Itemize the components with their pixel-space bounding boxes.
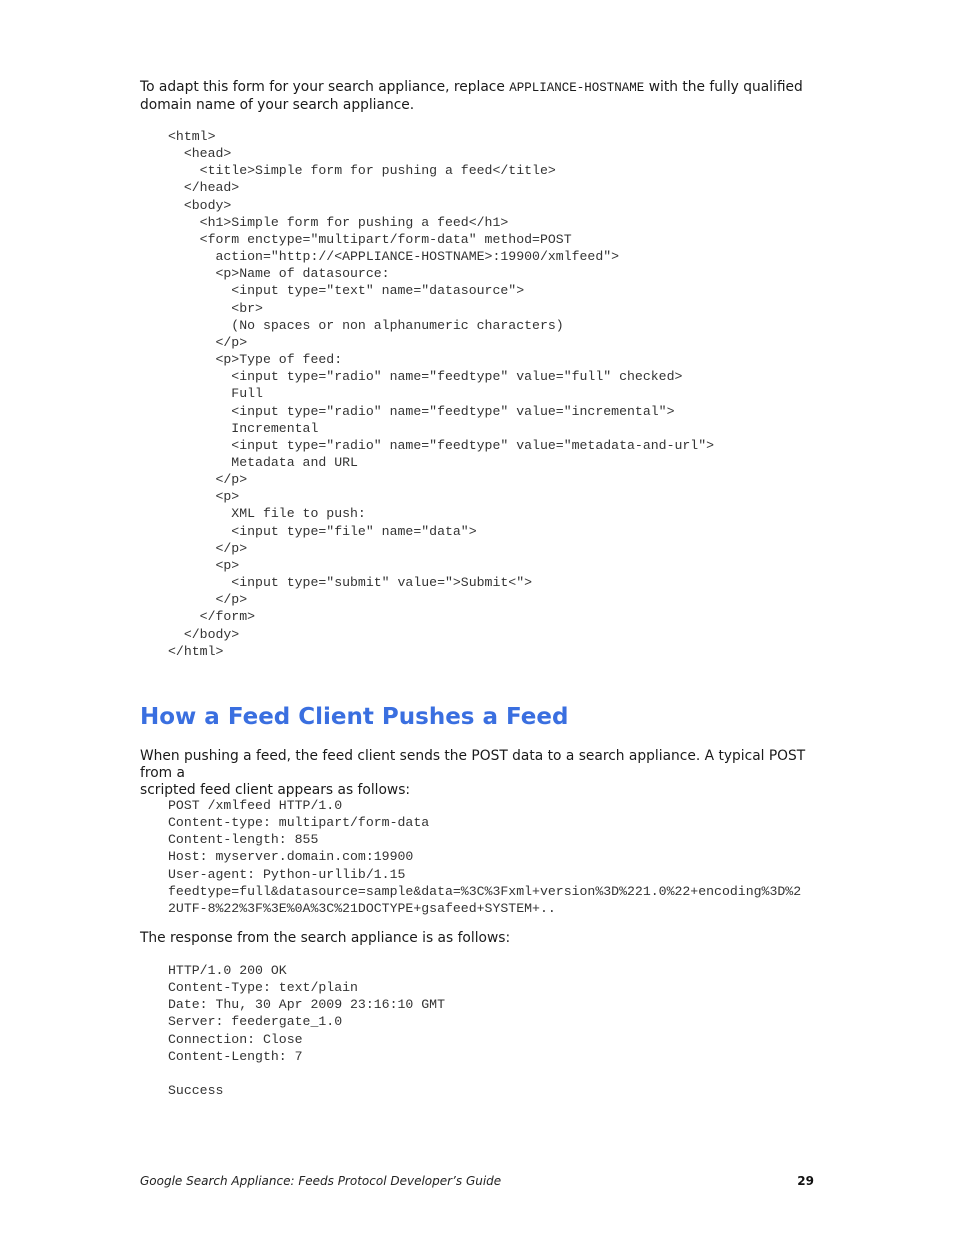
- code-line: <input type="radio" name="feedtype" value="full" checked>: [168, 369, 683, 385]
- code-line: Full: [168, 386, 263, 402]
- code-line: <p>: [168, 489, 240, 505]
- code-line: Connection: Close: [168, 1031, 303, 1047]
- code-line: Content-type: multipart/form-data: [168, 815, 430, 831]
- code-line: </p>: [168, 334, 248, 350]
- code-line: Content-length: 855: [168, 832, 319, 848]
- section-heading: How a Feed Client Pushes a Feed: [140, 704, 569, 730]
- code-line: </html>: [168, 643, 224, 659]
- code-line: POST /xmlfeed HTTP/1.0: [168, 798, 343, 813]
- post-intro-paragraph: [140, 748, 820, 799]
- code-line: HTTP/1.0 200 OK: [168, 963, 287, 978]
- code-line: <p>Type of feed:: [168, 352, 343, 368]
- code-line: </head>: [168, 180, 240, 196]
- code-line: <form enctype="multipart/form-data" method=POST: [168, 231, 572, 247]
- footer-document-title: Google Search Appliance: Feeds Protocol Developer’s Guide: [140, 1174, 502, 1188]
- code-line: </form>: [168, 609, 256, 625]
- code-line: Date: Thu, 30 Apr 2009 23:16:10 GMT: [168, 997, 445, 1013]
- intro-text-line2: domain name of your search appliance.: [140, 97, 415, 113]
- code-line: <input type="file" name="data">: [168, 523, 477, 539]
- code-line: Incremental: [168, 420, 319, 436]
- code-line: (No spaces or non alphanumeric characters): [168, 317, 564, 333]
- code-line: Content-Type: text/plain: [168, 980, 358, 996]
- code-line: <br>: [168, 300, 263, 316]
- html-form-code-block: [168, 128, 714, 660]
- code-line: <input type="text" name="datasource">: [168, 283, 525, 299]
- code-line: <input type="radio" name="feedtype" value="metadata-and-url">: [168, 437, 715, 453]
- code-line: 2UTF-8%22%3F%3E%0A%3C%21DOCTYPE+gsafeed+SYSTEM+..: [168, 900, 556, 916]
- code-line: <html>: [168, 129, 216, 144]
- code-line: <input type="submit" value=">Submit<">: [168, 575, 533, 591]
- intro-text-after: with the fully qualified: [644, 79, 803, 95]
- code-line: <p>: [168, 557, 240, 573]
- code-line: XML file to push:: [168, 506, 366, 522]
- response-code-block: [168, 962, 445, 1099]
- code-line: </p>: [168, 540, 248, 556]
- post-intro-line1: When pushing a feed, the feed client sends the POST data to a search appliance. A typical POST from a: [140, 748, 806, 781]
- code-line: </body>: [168, 626, 240, 642]
- code-line: <head>: [168, 146, 232, 162]
- post-intro-line2: scripted feed client appears as follows:: [140, 782, 411, 798]
- code-line: feedtype=full&datasource=sample&data=%3C%3Fxml+version%3D%221.0%22+encoding%3D%2: [168, 883, 802, 899]
- code-line: </p>: [168, 472, 248, 488]
- code-line: [168, 1065, 445, 1082]
- code-line: </p>: [168, 592, 248, 608]
- code-line: Content-Length: 7: [168, 1048, 303, 1064]
- code-line: Server: feedergate_1.0: [168, 1014, 343, 1030]
- code-line: Host: myserver.domain.com:19900: [168, 849, 414, 865]
- code-line: <title>Simple form for pushing a feed</title>: [168, 163, 556, 179]
- footer-page-number: 29: [797, 1174, 814, 1188]
- code-line: Metadata and URL: [168, 454, 358, 470]
- intro-paragraph: [140, 79, 820, 114]
- code-line: action="http://<APPLIANCE-HOSTNAME>:19900/xmlfeed">: [168, 249, 620, 265]
- code-line: <input type="radio" name="feedtype" value="incremental">: [168, 403, 675, 419]
- code-line: <h1>Simple form for pushing a feed</h1>: [168, 214, 509, 230]
- hostname-inline-code: APPLIANCE-HOSTNAME: [509, 81, 645, 95]
- code-line: <body>: [168, 197, 232, 213]
- code-line: Success: [168, 1083, 224, 1099]
- code-line: <p>Name of datasource:: [168, 266, 390, 282]
- post-request-code-block: [168, 797, 801, 917]
- response-intro-paragraph: The response from the search appliance is as follows:: [140, 930, 511, 946]
- code-line: User-agent: Python-urllib/1.15: [168, 866, 406, 882]
- intro-text-before: To adapt this form for your search appliance, replace: [140, 79, 510, 95]
